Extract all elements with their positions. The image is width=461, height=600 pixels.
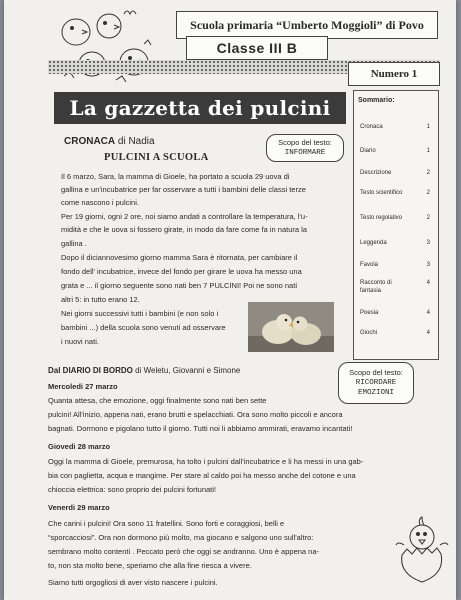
toc-item[interactable]: Testo regolativo 2: [360, 215, 430, 221]
purpose-label: Scopo del testo:: [349, 368, 403, 377]
diary-line: Quanta attesa, che emozione, oggi finalmente sono nati ben sette: [48, 396, 267, 405]
egg-chick-clipart: [392, 515, 450, 593]
toc-item[interactable]: Racconto di fantasia 4: [360, 280, 430, 294]
diary-line: pulcini! All'inizio, appena nati, erano brutti e spelacchiati. Ora sono molto piccoli e ancora: [48, 410, 343, 419]
diary-line: to, non sta molto bene, speriamo che alla fine riesca a vivere.: [48, 561, 252, 570]
diary-intro: [48, 366, 240, 375]
toc-item[interactable]: Cronaca 1: [360, 124, 430, 130]
article-line: Per 19 giorni, ogni 2 ore, noi siamo andati a controllare la temperatura, l'u-: [61, 212, 308, 221]
diary-line: Che carini i pulcini! Ora sono 11 fratellini. Sono forti e coraggiosi, belli e: [48, 519, 285, 528]
diary-line: bia con paglietta, acqua e mangime. Per stare al caldo poi ha messo anche del cotone e una: [48, 471, 356, 480]
diary-line: “sporcacciosi”. Ora non dormono più molto, ma giocano e salgono uno sull'altro:: [48, 533, 314, 542]
article-line: i nuovi nati.: [61, 337, 99, 346]
article-section-line: [64, 136, 155, 147]
article-line: gallina .: [61, 239, 87, 248]
diary-line: sembrano molto contenti . Peccato però che oggi se andranno. Uno è appena na-: [48, 547, 320, 556]
toc-item[interactable]: Poesia 4: [360, 310, 430, 316]
article-line: Nei giorni successivi tutti i bambini (e non solo i: [61, 309, 219, 318]
diary-authors: di Weletu, Giovanni e Simone: [135, 366, 241, 375]
article-headline: PULCINI A SCUOLA: [104, 152, 209, 163]
school-name: Scuola primaria “Umberto Moggioli” di Povo: [176, 11, 438, 39]
table-of-contents: [353, 90, 439, 360]
issue-number: Numero 1: [348, 62, 440, 86]
article-line: gallina e un'incubatrice per far osservare a tutti i bambini delle classi terze: [61, 185, 306, 194]
article-line: Dopo il diciannovesimo giorno mamma Sara è ritornata, per cambiare il: [61, 253, 298, 262]
byline: di Nadia: [117, 136, 155, 147]
diary-date: Giovedi 28 marzo: [48, 442, 111, 451]
article-line: altri 5: in tutto erano 12.: [61, 295, 140, 304]
toc-item[interactable]: Descrizione 2: [360, 170, 430, 176]
chicks-photo: [248, 302, 334, 352]
purpose-label: Scopo del testo:: [278, 138, 332, 147]
article-line: grata e ... il giorno seguente sono nati ben 7 PULCINI! Poi ne sono nati: [61, 281, 297, 290]
diary-line: Siamo tutti orgogliosi di aver visto nascere i pulcini.: [48, 578, 218, 587]
purpose-value: RICORDARE: [355, 379, 397, 387]
article-line: bambini ...) della scuola sono venuti ad osservare: [61, 323, 226, 332]
toc-title: Sommario:: [358, 97, 395, 104]
article-line: fondo dell' incubatrice, invece del fondo per girare le uova ha messo una: [61, 267, 302, 276]
diary-title: Dal DIARIO DI BORDO: [48, 366, 133, 375]
purpose-value: INFORMARE: [284, 149, 326, 157]
toc-item[interactable]: Diario 1: [360, 148, 430, 154]
masthead-title: La gazzetta dei pulcini: [54, 92, 346, 124]
section-label: CRONACA: [64, 136, 116, 147]
diary-line: bagnati. Dormono e pigolano tutto il giorno. Tutti noi li abbiamo ammirati, eravamo incantati!: [48, 424, 353, 433]
toc-item[interactable]: Leggenda 3: [360, 240, 430, 246]
newspaper-page: [4, 0, 456, 600]
purpose-callout: [338, 362, 414, 404]
purpose-value: EMOZIONI: [357, 389, 394, 397]
chicks-clipart-image: [54, 6, 159, 86]
article-line: midità e che le uova si fossero girate, in modo da fare come fa in natura la: [61, 225, 307, 234]
diary-date: Mercoledi 27 marzo: [48, 382, 118, 391]
toc-item[interactable]: Favola 3: [360, 262, 430, 268]
diary-line: chioccia elettrica: sono proprio dei pulcini fortunati!: [48, 485, 217, 494]
article-line: Il 6 marzo, Sara, la mamma di Gioele, ha portato a scuola 29 uova di: [61, 172, 290, 181]
toc-item[interactable]: Giochi 4: [360, 330, 430, 336]
toc-item[interactable]: Testo scientifico 2: [360, 190, 430, 196]
diary-date: Venerdi 29 marzo: [48, 503, 110, 512]
diary-line: Oggi la mamma di Gioele, premurosa, ha tolto i pulcini dall'incubatrice e li ha messi in una gab-: [48, 457, 364, 466]
class-banner: Classe III B: [186, 36, 328, 60]
purpose-callout: [266, 134, 344, 162]
article-line: come nascono i pulcini.: [61, 198, 139, 207]
